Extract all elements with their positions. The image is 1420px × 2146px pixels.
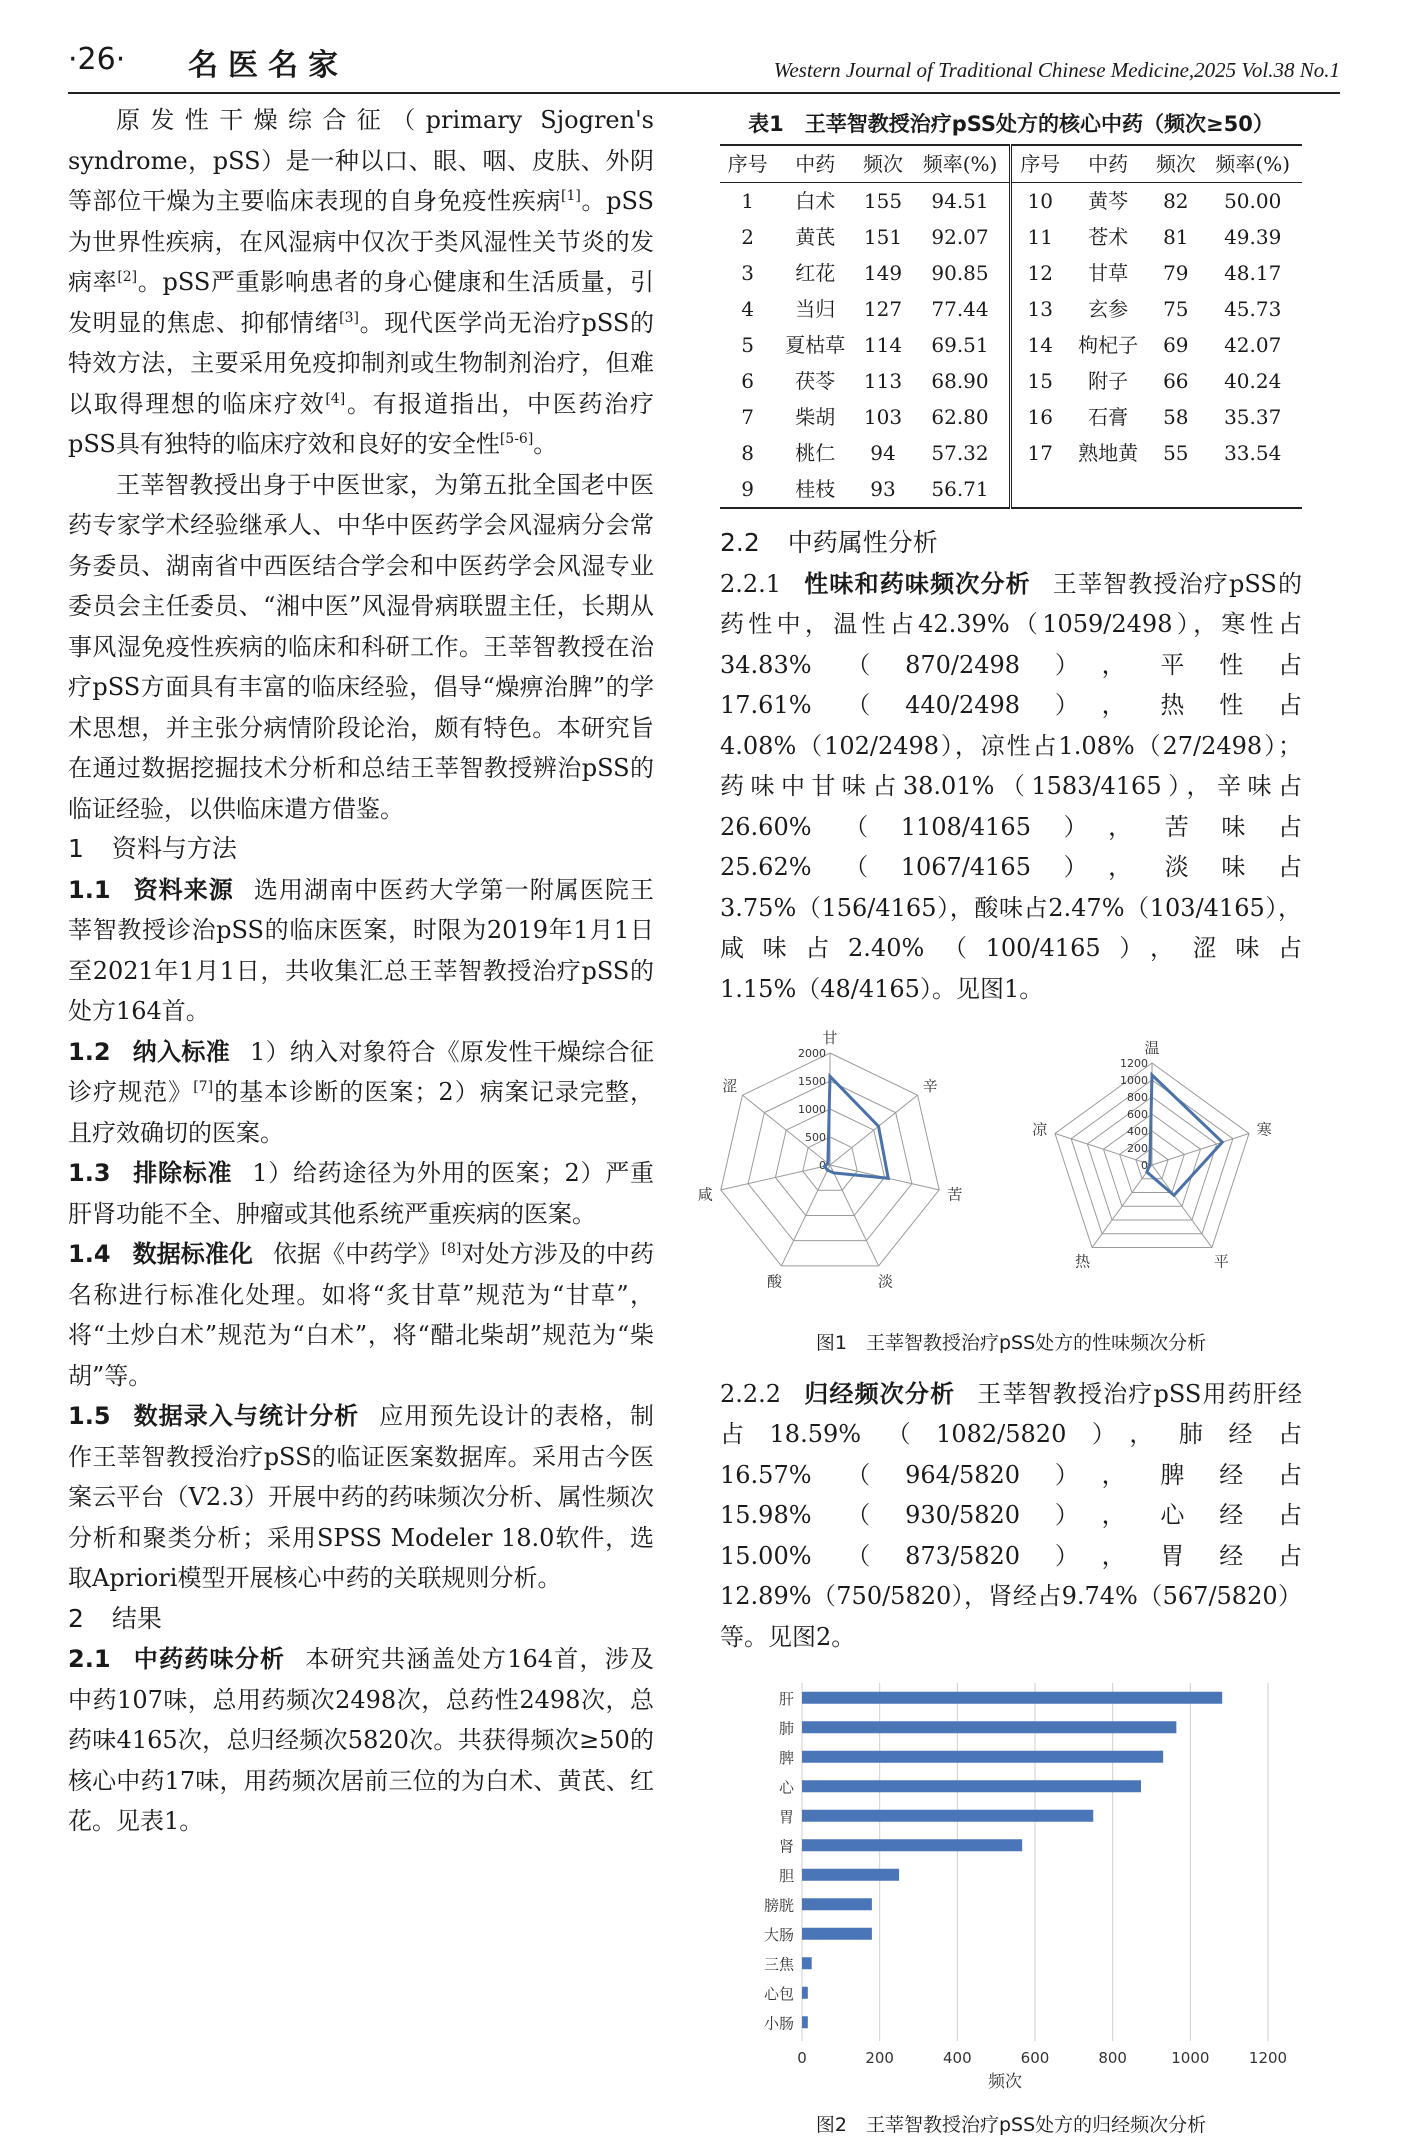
table-header-row bbox=[720, 145, 1302, 183]
table-cell: 155 bbox=[863, 189, 903, 213]
radar-category-label: 寒 bbox=[1256, 1120, 1272, 1139]
radar-tick-label: 1000 bbox=[798, 1103, 826, 1116]
col-header: 频次 bbox=[855, 145, 910, 183]
y-category-label: 三焦 bbox=[763, 1955, 794, 1974]
table-cell: 90.85 bbox=[911, 255, 1011, 291]
radar-tick-label: 0 bbox=[1141, 1159, 1148, 1172]
table-cell: 151 bbox=[863, 225, 903, 249]
table-cell: 13 bbox=[1027, 297, 1053, 321]
ref-4[interactable]: [4] bbox=[325, 390, 346, 407]
table-cell: 14 bbox=[1027, 333, 1053, 357]
table-cell: 苍术 bbox=[1088, 225, 1129, 249]
table-row bbox=[720, 399, 1302, 435]
table-cell: 69.51 bbox=[911, 327, 1011, 363]
table-cell: 149 bbox=[863, 261, 903, 285]
table-cell: 56.71 bbox=[911, 471, 1011, 508]
table-cell: 柴胡 bbox=[795, 405, 836, 429]
radar-category-label: 涩 bbox=[722, 1077, 738, 1096]
radar-category-label: 甘 bbox=[822, 1029, 838, 1047]
table-cell: 57.32 bbox=[911, 435, 1011, 471]
radar-tick-label: 1500 bbox=[798, 1075, 826, 1088]
section-1-3: 1.3 排除标准 1）给药途径为外用的医案；2）严重肝肾功能不全、肿瘤或其他系统严重疾病的医案。 bbox=[68, 1159, 654, 1228]
table-cell: 49.39 bbox=[1224, 225, 1282, 249]
table-cell: 10 bbox=[1027, 189, 1053, 213]
heading-methods: 1 资料与方法 bbox=[68, 834, 237, 863]
section-1-2: 1.2 纳入标准 1）纳入对象符合《原发性干燥综合征诊疗规范》[7]的基本诊断的医案；2）病案记录完整，且疗效确切的医案。 bbox=[68, 1037, 654, 1147]
radar-series-line bbox=[825, 1076, 889, 1178]
table-cell: 白术 bbox=[795, 189, 836, 213]
page-header bbox=[68, 36, 1340, 94]
radar-category-label: 淡 bbox=[878, 1272, 894, 1291]
radar-tick-label: 1200 bbox=[1120, 1057, 1148, 1070]
table-cell: 94.51 bbox=[911, 183, 1011, 220]
ref-3[interactable]: [3] bbox=[339, 309, 360, 326]
table-cell: 93 bbox=[870, 477, 896, 501]
radar-tick-label: 800 bbox=[1127, 1091, 1148, 1104]
table-cell bbox=[1068, 471, 1148, 508]
col-header: 中药 bbox=[775, 145, 855, 183]
section-1-4: 1.4 数据标准化 依据《中药学》[8]对处方涉及的中药名称进行标准化处理。如将“炙甘草”规范为“甘草”，将“土炒白术”规范为“白术”，将“醋北柴胡”规范为“柴胡”等。 bbox=[68, 1240, 654, 1390]
radar-category-label: 温 bbox=[1144, 1039, 1160, 1057]
table-cell: 红花 bbox=[795, 261, 836, 285]
table-cell: 48.17 bbox=[1224, 261, 1282, 285]
section-2-2-2: 2.2.2 归经频次分析 王莘智教授治疗pSS用药肝经占18.59%（1082/5820），肺经占16.57%（964/5820），脾经占15.98%（930/5820），心经占15.00%（873/5820），胃经占12.89%（750/5820），肾经占9.74%（567/5820）等。见图2。 bbox=[720, 1378, 1302, 1651]
y-category-label: 胃 bbox=[778, 1807, 794, 1826]
col-header: 频率(%) bbox=[1203, 145, 1302, 183]
radar-category-label: 辛 bbox=[922, 1077, 938, 1096]
x-tick-label: 600 bbox=[1020, 2049, 1050, 2067]
col-header: 序号 bbox=[1011, 145, 1068, 183]
table-cell: 11 bbox=[1027, 225, 1053, 249]
ref-1[interactable]: [1] bbox=[561, 188, 581, 204]
table-cell: 33.54 bbox=[1224, 441, 1282, 465]
table-cell: 4 bbox=[741, 297, 754, 321]
table-cell: 16 bbox=[1027, 405, 1053, 429]
radar-tick-label: 600 bbox=[1127, 1108, 1148, 1121]
table-cell: 桃仁 bbox=[795, 441, 836, 465]
table-cell: 58 bbox=[1163, 405, 1189, 429]
y-category-label: 大肠 bbox=[763, 1925, 794, 1944]
section-title: 名医名家 bbox=[188, 48, 348, 83]
radar-tick-label: 500 bbox=[805, 1131, 826, 1144]
intro-paragraph-1: 原发性干燥综合征（primary Sjogren's syndrome，pSS）是一种以口、眼、咽、皮肤、外阴等部位干燥为主要临床表现的自身免疫性疾病[1]。pSS为世界性疾病，在风湿病中仅次于类风湿性关节炎的发病率[2]。pSS严重影响患者的身心健康和生活质量，引发明显的焦虑、抑郁情绪[3]。现代医学尚无治疗pSS的特效方法，主要采用免疫抑制剂或生物制剂治疗，但难以取得理想的临床疗效[4]。有报道指出，中医药治疗pSS具有独特的临床疗效和良好的安全性[5-6]。 bbox=[68, 106, 655, 458]
table-cell: 玄参 bbox=[1088, 297, 1129, 321]
table-cell: 82 bbox=[1163, 189, 1189, 213]
bar bbox=[802, 1869, 899, 1881]
y-category-label: 小肠 bbox=[763, 2014, 794, 2033]
bar-chart-meridian bbox=[720, 1671, 1302, 2101]
x-tick-label: 400 bbox=[943, 2049, 972, 2067]
intro-paragraph-2: 王莘智教授出身于中医世家，为第五批全国老中医药专家学术经验继承人、中华中医药学会风湿病分会常务委员、湖南省中西医结合学会和中医药学会风湿专业委员会主任委员、“湘中医”风湿骨病联盟主任，长期从事风湿免疫性疾病的临床和科研工作。王莘智教授在治疗pSS方面具有丰富的临床经验，倡导“燥痹治脾”的学术思想，并主张分病情阶段论治，颇有特色。本研究旨在通过数据挖掘技术分析和总结王莘智教授辨治pSS的临证经验，以供临床遣方借鉴。 bbox=[68, 470, 654, 823]
table-cell: 7 bbox=[741, 405, 754, 429]
table-row bbox=[720, 255, 1302, 291]
y-category-label: 膀胱 bbox=[763, 1896, 794, 1915]
radar-spoke bbox=[721, 1165, 830, 1190]
journal-title: Western Journal of Traditional Chinese Medicine,2025 Vol.38 No.1 bbox=[773, 58, 1340, 82]
table-cell: 茯苓 bbox=[795, 369, 836, 393]
bar bbox=[802, 1987, 808, 1999]
ref-2[interactable]: [2] bbox=[117, 269, 138, 285]
table-cell: 66 bbox=[1163, 369, 1189, 393]
table-cell: 50.00 bbox=[1224, 189, 1282, 213]
table-cell: 2 bbox=[741, 225, 754, 249]
table-cell: 9 bbox=[741, 477, 754, 501]
table-cell: 黄芩 bbox=[1088, 189, 1129, 213]
table-cell: 103 bbox=[863, 405, 903, 429]
page-number: ·26· bbox=[68, 42, 126, 77]
table-cell: 68.90 bbox=[911, 363, 1011, 399]
table-cell: 黄芪 bbox=[795, 225, 836, 249]
y-category-label: 心包 bbox=[763, 1984, 794, 2003]
heading-2-2: 2.2 中药属性分析 bbox=[720, 528, 938, 557]
radar-chart-taste bbox=[697, 1015, 1010, 1315]
bar bbox=[802, 1751, 1163, 1763]
table-cell: 附子 bbox=[1088, 369, 1129, 393]
table-cell: 熟地黄 bbox=[1078, 441, 1139, 465]
y-category-label: 脾 bbox=[778, 1748, 794, 1767]
ref-7[interactable]: [7] bbox=[193, 1079, 214, 1095]
section-1-1: 1.1 资料来源 选用湖南中医药大学第一附属医院王莘智教授诊治pSS的临床医案，时限为2019年1月1日至2021年1月1日，共收集汇总王莘智教授治疗pSS的处方164首。 bbox=[68, 875, 655, 1025]
table-row bbox=[720, 327, 1302, 363]
table-cell: 12 bbox=[1027, 261, 1053, 285]
bar bbox=[802, 1839, 1022, 1851]
bar bbox=[802, 2016, 808, 2028]
x-axis-title: 频次 bbox=[988, 2072, 1022, 2092]
table-cell: 81 bbox=[1163, 225, 1189, 249]
table-cell: 113 bbox=[863, 369, 903, 393]
y-category-label: 胆 bbox=[778, 1866, 794, 1885]
figure-2-caption: 图2 王莘智教授治疗pSS处方的归经频次分析 bbox=[815, 2114, 1207, 2136]
x-tick-label: 1200 bbox=[1248, 2049, 1288, 2067]
table-cell: 127 bbox=[863, 297, 903, 321]
ref-5-6[interactable]: [5-6] bbox=[499, 431, 534, 447]
table-row bbox=[720, 363, 1302, 399]
table-cell: 甘草 bbox=[1088, 261, 1129, 285]
y-category-label: 心 bbox=[778, 1778, 794, 1797]
table-cell: 枸杞子 bbox=[1078, 333, 1139, 357]
ref-8[interactable]: [8] bbox=[441, 1241, 462, 1257]
radar-tick-label: 0 bbox=[819, 1159, 826, 1172]
table-cell: 94 bbox=[870, 441, 896, 465]
table-cell: 92.07 bbox=[911, 219, 1011, 255]
y-category-label: 肝 bbox=[778, 1689, 794, 1708]
radar-category-label: 平 bbox=[1213, 1252, 1229, 1271]
table-cell: 114 bbox=[863, 333, 903, 357]
table-cell: 5 bbox=[741, 333, 754, 357]
table-cell bbox=[1203, 471, 1302, 508]
bar bbox=[802, 1928, 872, 1940]
bar bbox=[802, 1721, 1176, 1733]
radar-tick-label: 400 bbox=[1127, 1125, 1148, 1138]
bar bbox=[802, 1957, 812, 1969]
figure-1-caption: 图1 王莘智教授治疗pSS处方的性味频次分析 bbox=[815, 1332, 1207, 1354]
x-tick-label: 1000 bbox=[1171, 2049, 1210, 2067]
table-cell: 1 bbox=[741, 189, 754, 213]
radar-category-label: 凉 bbox=[1032, 1120, 1048, 1139]
table-cell: 当归 bbox=[795, 297, 836, 321]
table-cell: 75 bbox=[1163, 297, 1189, 321]
table-cell: 69 bbox=[1163, 333, 1189, 357]
radar-tick-label: 1000 bbox=[1120, 1074, 1148, 1087]
y-category-label: 肺 bbox=[778, 1719, 794, 1738]
left-column bbox=[68, 100, 654, 1842]
table-cell: 45.73 bbox=[1224, 297, 1282, 321]
radar-category-label: 酸 bbox=[766, 1272, 782, 1291]
radar-chart-nature bbox=[1012, 1015, 1302, 1315]
bar bbox=[802, 1692, 1222, 1704]
x-tick-label: 200 bbox=[865, 2049, 894, 2067]
table-cell: 17 bbox=[1027, 441, 1053, 465]
bar bbox=[802, 1780, 1141, 1792]
table-row bbox=[720, 219, 1302, 255]
table-cell: 石膏 bbox=[1088, 405, 1129, 429]
radar-tick-label: 200 bbox=[1127, 1142, 1148, 1155]
col-header: 中药 bbox=[1068, 145, 1148, 183]
table-row bbox=[720, 183, 1302, 220]
table-row bbox=[720, 291, 1302, 327]
table-cell: 桂枝 bbox=[795, 477, 836, 501]
table-cell bbox=[1011, 471, 1068, 508]
section-2-2-1: 2.2.1 性味和药味频次分析 王莘智教授治疗pSS的药性中，温性占42.39%（1059/2498），寒性占34.83%（870/2498），平性占17.61%（440/2498），热性占4.08%（102/2498），凉性占1.08%（27/2498）；药味中甘味占38.01%（1583/4165），辛味占26.60%（1108/4165），苦味占25.62%（1067/4165），淡味占3.75%（156/4165），酸味占2.47%（103/4165），咸味占2.40%（100/4165），涩味占1.15%（48/4165）。见图1。 bbox=[720, 568, 1302, 1003]
table-cell: 15 bbox=[1027, 369, 1053, 393]
radar-tick-label: 2000 bbox=[798, 1047, 826, 1060]
col-header: 频率(%) bbox=[911, 145, 1011, 183]
radar-category-label: 热 bbox=[1075, 1252, 1091, 1271]
x-tick-label: 0 bbox=[797, 2049, 807, 2067]
table-cell: 6 bbox=[741, 369, 754, 393]
table-cell: 62.80 bbox=[911, 399, 1011, 435]
table-cell: 40.24 bbox=[1224, 369, 1282, 393]
table-cell: 8 bbox=[741, 441, 754, 465]
table-cell: 79 bbox=[1163, 261, 1189, 285]
radar-spoke bbox=[830, 1095, 918, 1165]
table-row bbox=[720, 471, 1302, 508]
radar-spoke bbox=[1152, 1133, 1249, 1165]
radar-category-label: 苦 bbox=[947, 1185, 963, 1204]
table-cell: 42.07 bbox=[1224, 333, 1282, 357]
bar bbox=[802, 1898, 872, 1910]
section-2-1: 2.1 中药药味分析 本研究共涵盖处方164首，涉及中药107味，总用药频次2498次，总药性2498次，总药味4165次，总归经频次5820次。共获得频次≥50的核心中药17味，用药频次居前三位的为白术、黄芪、红花。见表1。 bbox=[68, 1645, 655, 1835]
table-cell: 夏枯草 bbox=[785, 333, 846, 357]
bar bbox=[802, 1810, 1093, 1822]
col-header: 频次 bbox=[1148, 145, 1203, 183]
heading-results: 2 结果 bbox=[68, 1603, 162, 1633]
x-tick-label: 800 bbox=[1098, 2049, 1127, 2067]
col-header: 序号 bbox=[720, 145, 775, 183]
table-cell: 77.44 bbox=[911, 291, 1011, 327]
table-cell: 35.37 bbox=[1224, 405, 1282, 429]
radar-category-label: 咸 bbox=[697, 1185, 713, 1204]
y-category-label: 肾 bbox=[778, 1837, 794, 1856]
figure-1 bbox=[697, 1015, 1302, 1315]
table-1-caption: 表1 王莘智教授治疗pSS处方的核心中药（频次≥50） bbox=[748, 112, 1274, 136]
table-cell: 3 bbox=[741, 261, 754, 285]
section-1-5: 1.5 数据录入与统计分析 应用预先设计的表格，制作王莘智教授治疗pSS的临证医案数据库。采用古今医案云平台（V2.3）开展中药的药味频次分析、属性频次分析和聚类分析；采用SPSS Modeler 18.0软件，选取Apriori模型开展核心中药的关联规则分析。 bbox=[68, 1402, 655, 1592]
table-1 bbox=[720, 144, 1302, 509]
table-row bbox=[720, 435, 1302, 471]
table-cell bbox=[1148, 471, 1203, 508]
right-column bbox=[697, 102, 1302, 2146]
table-cell: 55 bbox=[1163, 441, 1189, 465]
